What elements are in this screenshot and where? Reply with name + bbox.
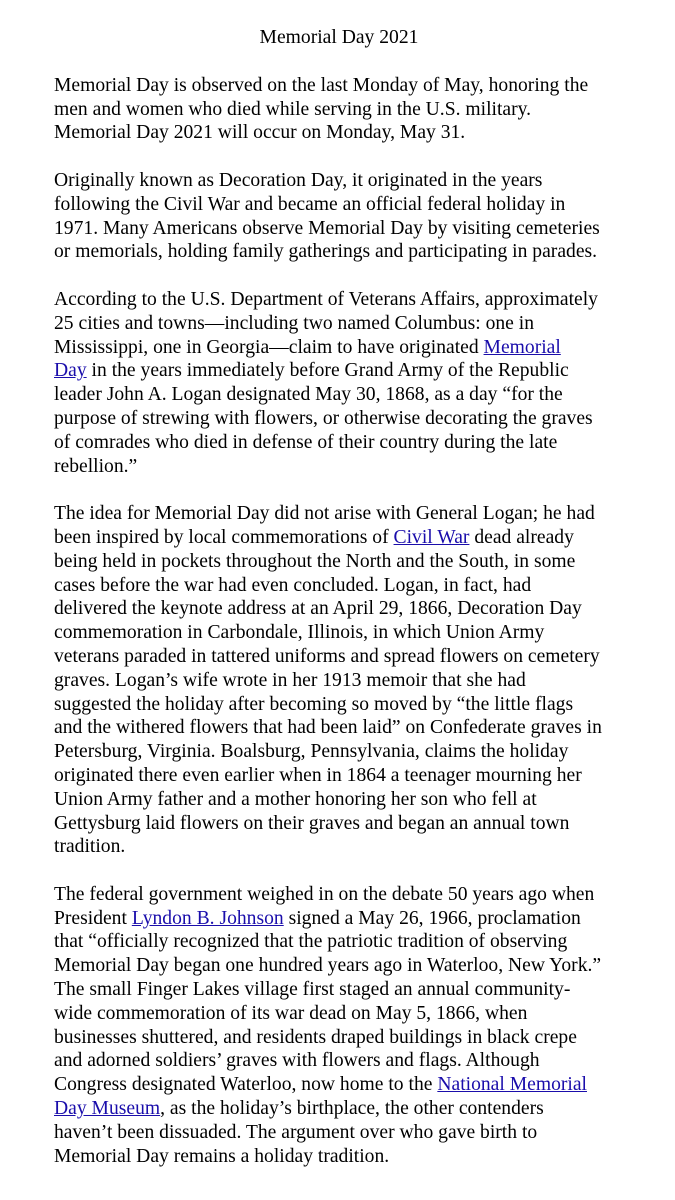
paragraph-5-line-7: businesses shuttered, and residents draped buildings in black crepe	[54, 1026, 577, 1048]
paragraph-4	[54, 502, 629, 859]
paragraph-3-line-7: of comrades who died in defense of their country during the late	[54, 431, 558, 453]
paragraph-5	[54, 883, 629, 1169]
paragraph-5-line-2	[54, 907, 629, 931]
civil-war-link[interactable]: Civil War	[393, 526, 470, 548]
paragraph-1-line-2: men and women who died while serving in the U.S. military.	[54, 98, 532, 120]
paragraph-2-line-1: Originally known as Decoration Day, it originated in the years	[54, 169, 543, 191]
paragraph-5-line-3: that “officially recognized that the patriotic tradition of observing	[54, 931, 568, 953]
paragraph-5-line-6: wide commemoration of its war dead on May 5, 1866, when	[54, 1002, 528, 1024]
paragraph-3-line-3	[54, 336, 624, 360]
paragraph-5-line-2-text-after: signed a May 26, 1966, proclamation	[283, 907, 581, 929]
paragraph-5-line-8: and adorned soldiers’ graves with flowers and flags. Although	[54, 1050, 540, 1072]
paragraph-1-line-1: Memorial Day is observed on the last Monday of May, honoring the	[54, 74, 589, 96]
paragraph-4-line-4: cases before the war had even concluded. Logan, in fact, had	[54, 574, 532, 596]
paragraph-1-line-3: Memorial Day 2021 will occur on Monday, May 31.	[54, 122, 466, 144]
lyndon-b-johnson-link[interactable]: Lyndon B. Johnson	[131, 907, 284, 929]
paragraph-4-line-8: graves. Logan’s wife wrote in her 1913 memoir that she had	[54, 669, 526, 691]
paragraph-3-line-4-text: in the years immediately before Grand Army of the Republic	[86, 360, 569, 382]
paragraph-5-line-4: Memorial Day began one hundred years ago in Waterloo, New York.”	[54, 955, 602, 977]
paragraph-3-line-3-text: Mississippi, one in Georgia—claim to have originated	[54, 336, 484, 358]
paragraph-5-line-9-text: Congress designated Waterloo, now home to the	[54, 1074, 438, 1096]
national-memorial-day-museum-link-part-1[interactable]: National Memorial	[437, 1074, 587, 1096]
paragraph-4-line-15: tradition.	[54, 836, 126, 858]
paragraph-4-line-5: delivered the keynote address at an April 29, 1866, Decoration Day	[54, 598, 582, 620]
paragraph-5-line-10-text: , as the holiday’s birthplace, the other contenders	[160, 1098, 544, 1120]
paragraph-4-line-2-text-after: dead already	[469, 526, 574, 548]
paragraph-2-line-4: or memorials, holding family gatherings and participating in parades.	[54, 241, 598, 263]
paragraph-3-line-5: leader John A. Logan designated May 30, 1868, as a day “for the	[54, 384, 563, 406]
paragraph-5-line-2-text-before: President	[54, 907, 132, 929]
paragraph-3	[54, 288, 624, 478]
paragraph-3-line-6: purpose of strewing with flowers, or otherwise decorating the graves	[54, 407, 593, 429]
paragraph-4-line-9: suggested the holiday after becoming so moved by “the little flags	[54, 693, 574, 715]
paragraph-2-line-3: 1971. Many Americans observe Memorial Day by visiting cemeteries	[54, 217, 600, 239]
paragraph-1	[54, 74, 624, 145]
paragraph-4-line-14: Gettysburg laid flowers on their graves and began an annual town	[54, 812, 570, 834]
memorial-day-link-part-1[interactable]: Memorial	[483, 336, 561, 358]
paragraph-5-line-10	[54, 1097, 629, 1121]
paragraph-4-line-2-text-before: been inspired by local commemorations of	[54, 526, 394, 548]
paragraph-2-line-2: following the Civil War and became an official federal holiday in	[54, 193, 566, 215]
paragraph-3-line-4	[54, 359, 624, 383]
paragraph-4-line-13: Union Army father and a mother honoring her son who fell at	[54, 788, 537, 810]
paragraph-4-line-11: Petersburg, Virginia. Boalsburg, Pennsylvania, claims the holiday	[54, 741, 569, 763]
memorial-day-link-part-2[interactable]: Day	[54, 360, 87, 382]
paragraph-5-line-11: haven’t been dissuaded. The argument over who gave birth to	[54, 1121, 538, 1143]
paragraph-5-line-5: The small Finger Lakes village first staged an annual community-	[54, 979, 571, 1001]
paragraph-4-line-6: commemoration in Carbondale, Illinois, in which Union Army	[54, 622, 545, 644]
paragraph-4-line-3: being held in pockets throughout the North and the South, in some	[54, 550, 576, 572]
paragraph-5-line-12: Memorial Day remains a holiday tradition.	[54, 1145, 390, 1167]
paragraph-4-line-7: veterans paraded in tattered uniforms and spread flowers on cemetery	[54, 645, 600, 667]
paragraph-4-line-2	[54, 526, 629, 550]
paragraph-4-line-10: and the withered flowers that had been laid” on Confederate graves in	[54, 717, 602, 739]
paragraph-5-line-1: The federal government weighed in on the debate 50 years ago when	[54, 883, 595, 905]
paragraph-4-line-12: originated there even earlier when in 1864 a teenager mourning her	[54, 764, 582, 786]
paragraph-3-line-8: rebellion.”	[54, 455, 138, 477]
paragraph-4-line-1: The idea for Memorial Day did not arise with General Logan; he had	[54, 503, 595, 525]
paragraph-3-line-2: 25 cities and towns—including two named Columbus: one in	[54, 312, 534, 334]
document-title: Memorial Day 2021	[259, 27, 419, 48]
paragraph-5-line-9	[54, 1073, 629, 1097]
paragraph-2	[54, 169, 634, 264]
national-memorial-day-museum-link-part-2[interactable]: Day Museum	[54, 1098, 161, 1120]
paragraph-3-line-1: According to the U.S. Department of Veterans Affairs, approximately	[54, 288, 598, 310]
